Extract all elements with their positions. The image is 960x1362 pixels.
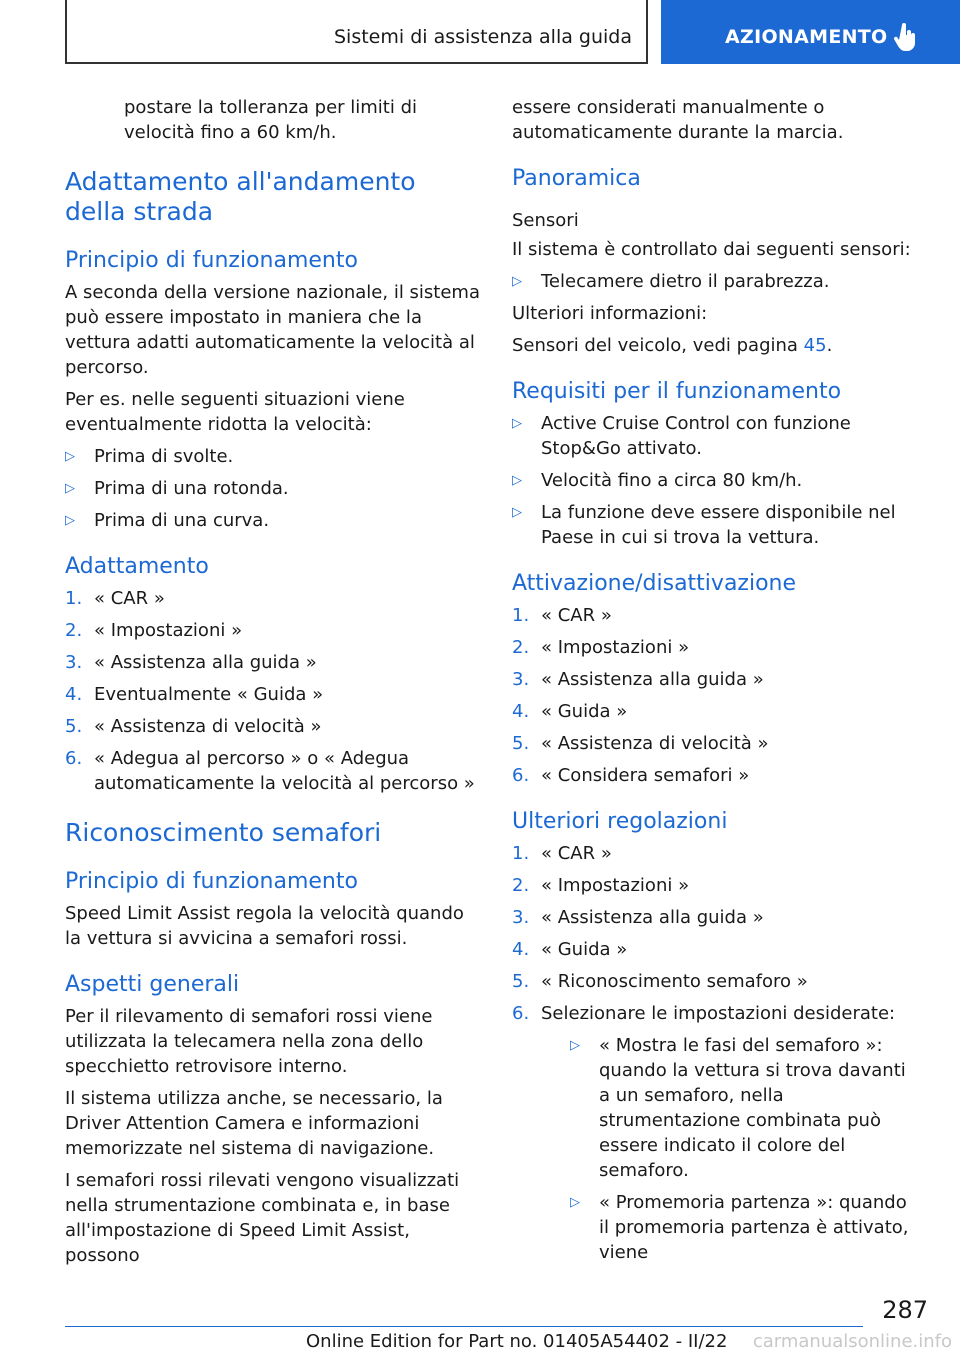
list-item: 5. « Assistenza di velocità » — [512, 733, 769, 754]
list-item: ▷ La funzione deve essere disponibile nel Paese in cui si trova la vettura. — [512, 502, 896, 548]
bullet-triangle-icon: ▷ — [512, 416, 522, 431]
list-item: ▷ Active Cruise Control con funzione Stop&Go attivato. — [512, 413, 851, 459]
list-item: 3. « Assistenza alla guida » — [512, 907, 764, 928]
bullet-triangle-icon: ▷ — [512, 274, 522, 289]
list-item: 2. « Impostazioni » — [512, 875, 690, 896]
heading-functioning-2: Principio di funzionamento — [65, 869, 358, 894]
paragraph: Il sistema è controllato dai seguenti sensori: — [512, 239, 911, 260]
list-item: 2. « Impostazioni » — [65, 620, 243, 641]
paragraph: I semafori rossi rilevati vengono visualizzati nella strumentazione combinata e, in base all'impostazione di Speed Limit Assist, possono — [65, 1170, 460, 1266]
bullet-triangle-icon: ▷ — [570, 1038, 580, 1053]
list-item: 6. Selezionare le impostazioni desiderate: ▷ « Mostra le fasi del semaforo »: quando la vettura si trova davanti a un semaforo, nella strumentazione combinata può essere indicato il colore del semaforo. ▷ « Promemoria partenza »: quando il promemoria partenza è attivato, viene — [512, 1001, 912, 1265]
list-item: 1. « CAR » — [65, 588, 165, 609]
footer-divider — [65, 1326, 863, 1327]
heading-road-adaptation: Adattamento all'andamento della strada — [65, 167, 416, 226]
heading-functioning-1: Principio di funzionamento — [65, 248, 358, 273]
list-item: 1. « CAR » — [512, 843, 612, 864]
bullet-triangle-icon: ▷ — [512, 505, 522, 520]
header-section-box — [65, 0, 648, 64]
page-link[interactable]: 45 — [803, 335, 827, 356]
heading-sensors: Sensori — [512, 210, 579, 231]
list-item: ▷ « Promemoria partenza »: quando il promemoria partenza è attivato, viene — [570, 1192, 909, 1263]
left-intro: postare la tolleranza per limiti di velocità fino a 60 km/h. — [124, 97, 418, 143]
paragraph: Ulteriori informazioni: — [512, 303, 708, 324]
step-list — [512, 603, 912, 788]
bullet-triangle-icon: ▷ — [65, 513, 75, 528]
bullet-list — [65, 444, 480, 533]
list-item: 3. « Assistenza alla guida » — [512, 669, 764, 690]
bullet-triangle-icon: ▷ — [570, 1195, 580, 1210]
list-item: ▷ Prima di una curva. — [65, 510, 270, 531]
list-item: ▷ Velocità fino a circa 80 km/h. — [512, 470, 803, 491]
heading-activation: Attivazione/disattivazione — [512, 571, 797, 596]
heading-requirements: Requisiti per il funzionamento — [512, 379, 842, 404]
list-item: 6. « Adegua al percorso » o « Adegua automaticamente la velocità al percorso » — [65, 748, 475, 794]
heading-general: Aspetti generali — [65, 972, 240, 997]
heading-further-settings: Ulteriori regolazioni — [512, 809, 728, 834]
bullet-triangle-icon: ▷ — [65, 481, 75, 496]
paragraph: Per il rilevamento di semafori rossi viene utilizzata la telecamera nella zona dello specchietto retrovisore interno. — [65, 1006, 433, 1077]
list-item: ▷ « Mostra le fasi del semaforo »: quando la vettura si trova davanti a un semaforo, nella strumentazione combinata può essere indicato il colore del semaforo. — [570, 1035, 906, 1181]
list-item: 5. « Riconoscimento semaforo » — [512, 971, 808, 992]
bullet-list — [512, 269, 912, 294]
right-column — [512, 95, 912, 1272]
watermark: carmanualsonline.info — [752, 1331, 952, 1352]
heading-overview: Panoramica — [512, 166, 641, 191]
left-column — [65, 95, 480, 1275]
step-list — [65, 586, 480, 796]
list-item: 1. « CAR » — [512, 605, 612, 626]
heading-adaptation: Adattamento — [65, 554, 209, 579]
list-item: 4. « Guida » — [512, 939, 628, 960]
page-number: 287 — [882, 1296, 928, 1324]
sub-bullet-list — [541, 1033, 912, 1265]
list-item: 2. « Impostazioni » — [512, 637, 690, 658]
chapter-tab[interactable] — [661, 0, 960, 64]
list-item: ▷ Telecamere dietro il parabrezza. — [512, 271, 830, 292]
paragraph: Sensori del veicolo, vedi pagina 45. — [512, 335, 833, 356]
list-item: ▷ Prima di una rotonda. — [65, 478, 289, 499]
list-item: 6. « Considera semafori » — [512, 765, 750, 786]
bullet-list — [512, 411, 912, 550]
right-intro: essere considerati manualmente o automaticamente durante la marcia. — [512, 97, 844, 143]
bullet-triangle-icon: ▷ — [65, 449, 75, 464]
paragraph: Speed Limit Assist regola la velocità quando la vettura si avvicina a semafori rossi. — [65, 903, 464, 949]
chapter-title: AZIONAMENTO — [725, 26, 888, 48]
paragraph: A seconda della versione nazionale, il sistema può essere impostato in maniera che la vettura adatti automaticamente la velocità al percorso. — [65, 282, 480, 378]
section-title: Sistemi di assistenza alla guida — [333, 26, 632, 48]
list-item: 4. Eventualmente « Guida » — [65, 684, 324, 705]
list-item: 4. « Guida » — [512, 701, 628, 722]
bullet-triangle-icon: ▷ — [512, 473, 522, 488]
paragraph: Per es. nelle seguenti situazioni viene eventualmente ridotta la velocità: — [65, 389, 405, 435]
list-item: ▷ Prima di svolte. — [65, 446, 234, 467]
paragraph: Il sistema utilizza anche, se necessario, la Driver Attention Camera e informazioni memorizzate nel sistema di navigazione. — [65, 1088, 443, 1159]
list-item: 5. « Assistenza di velocità » — [65, 716, 322, 737]
footer-edition: Online Edition for Part no. 01405A54402 - II/22 — [306, 1331, 728, 1352]
list-item: 3. « Assistenza alla guida » — [65, 652, 317, 673]
step-list — [512, 841, 912, 1265]
heading-traffic-lights: Riconoscimento semafori — [65, 818, 382, 847]
hand-pointer-icon — [893, 22, 919, 52]
